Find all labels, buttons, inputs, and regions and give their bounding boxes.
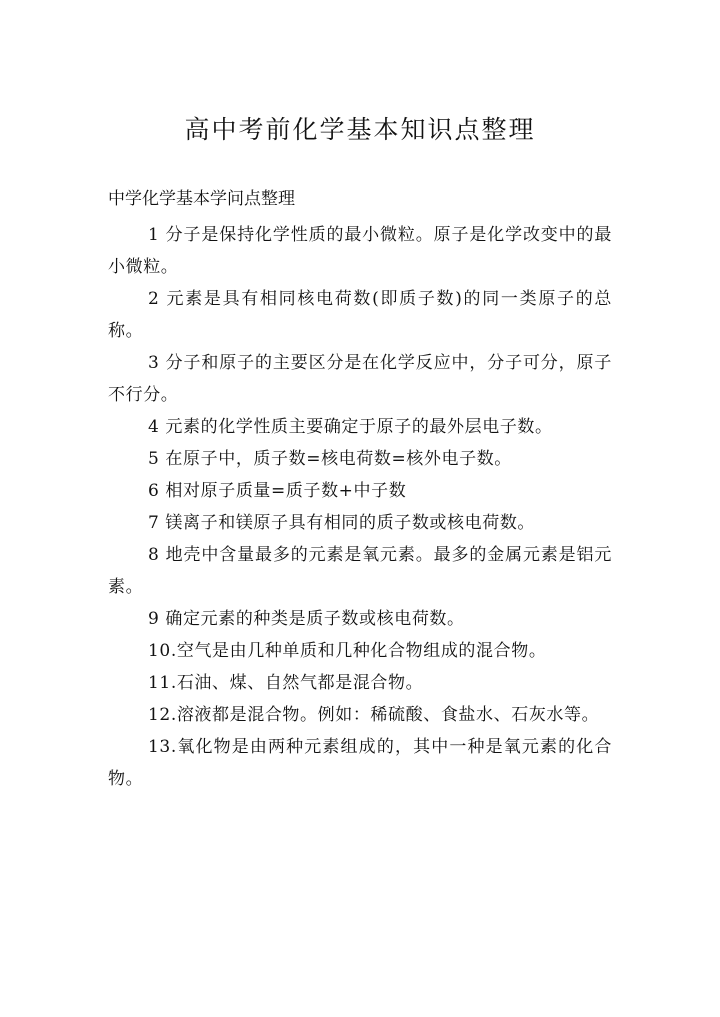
- document-title: 高中考前化学基本知识点整理: [184, 115, 536, 144]
- paragraph: 7 镁离子和镁原子具有相同的质子数或核电荷数。: [148, 513, 536, 533]
- paragraph: 2 元素是具有相同核电荷数(即质子数)的同一类原子的总称。: [108, 289, 612, 341]
- paragraph: 10.空气是由几种单质和几种化合物组成的混合物。: [148, 641, 547, 661]
- paragraph: 11.石油、煤、自然气都是混合物。: [148, 673, 424, 693]
- paragraph: 3 分子和原子的主要区分是在化学反应中，分子可分，原子不行分。: [108, 353, 612, 405]
- section-heading: 中学化学基本学问点整理: [108, 189, 295, 209]
- document-body: [108, 219, 612, 795]
- paragraph: 1 分子是保持化学性质的最小微粒。原子是化学改变中的最小微粒。: [108, 225, 612, 277]
- paragraph: 8 地壳中含量最多的元素是氧元素。最多的金属元素是铝元素。: [108, 545, 612, 597]
- paragraph: 5 在原子中，质子数=核电荷数=核外电子数。: [148, 449, 512, 469]
- paragraph: 4 元素的化学性质主要确定于原子的最外层电子数。: [148, 417, 553, 437]
- paragraph: 9 确定元素的种类是质子数或核电荷数。: [148, 609, 465, 629]
- paragraph: 6 相对原子质量=质子数+中子数: [148, 481, 407, 501]
- paragraph: 13.氧化物是由两种元素组成的，其中一种是氧元素的化合物。: [108, 737, 612, 789]
- paragraph: 12.溶液都是混合物。例如：稀硫酸、食盐水、石灰水等。: [148, 705, 600, 725]
